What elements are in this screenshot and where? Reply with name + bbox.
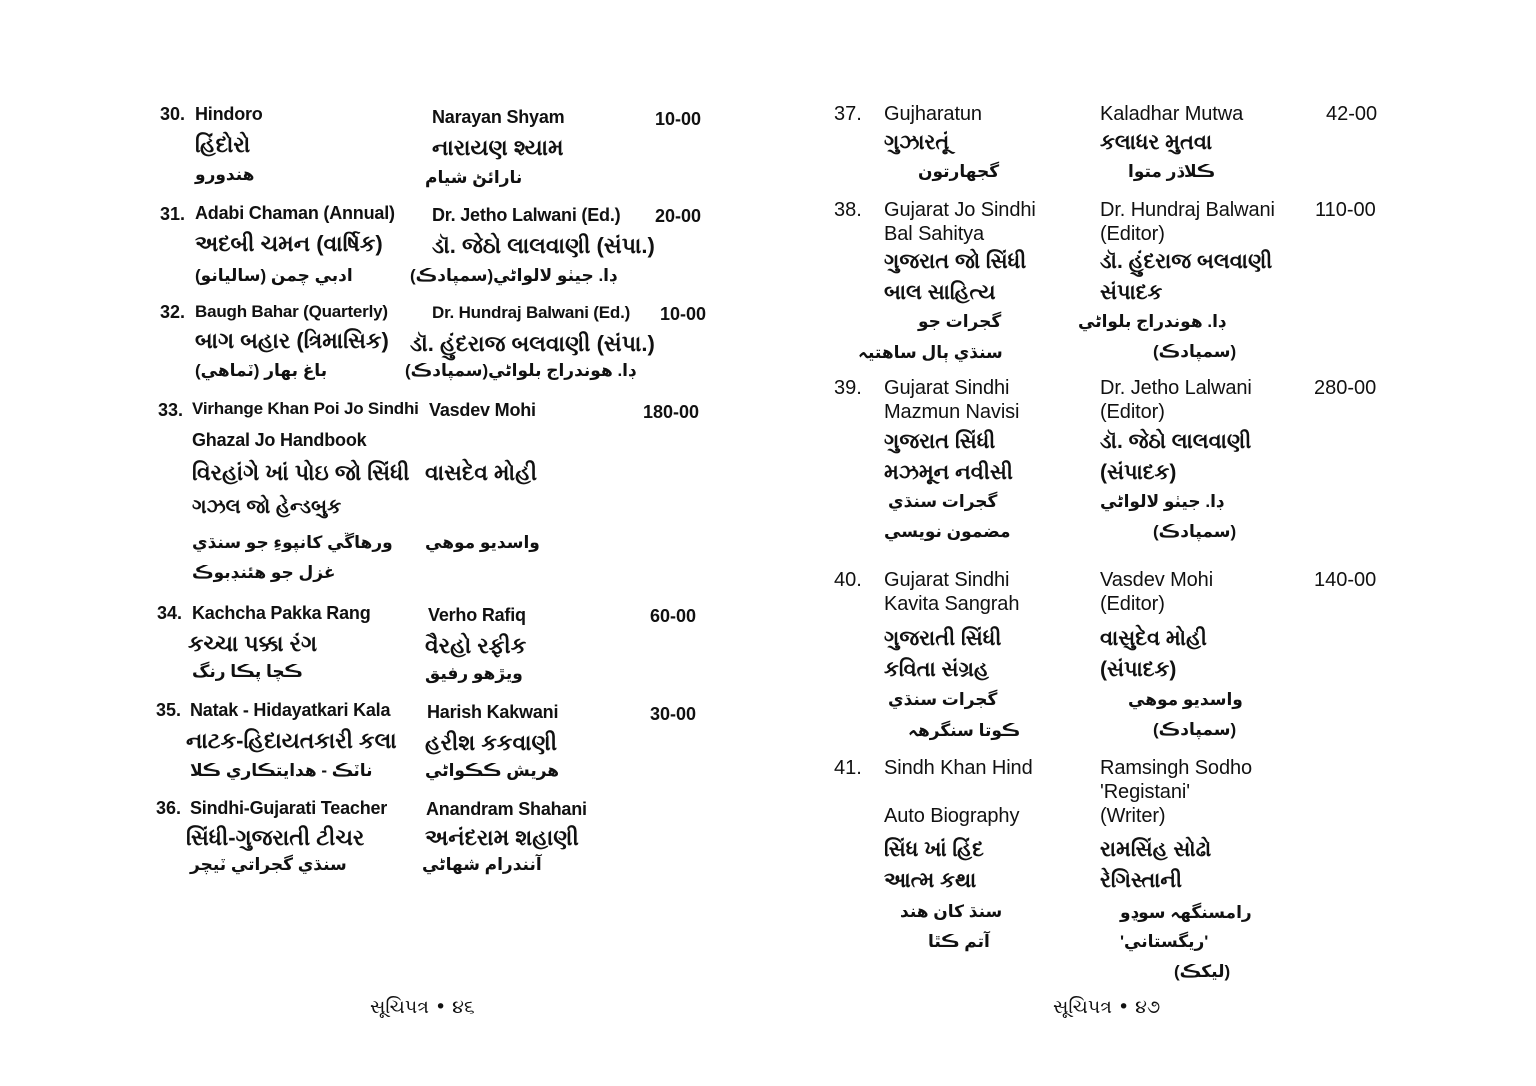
author-gujarati: ડૉ. જેઠો લાલવાણી (સંપા.): [432, 233, 655, 258]
title-english: Gujarat Sindhi: [884, 569, 1010, 591]
title-english: Virhange Khan Poi Jo Sindhi: [192, 399, 419, 418]
title-gujarati: ગુજરાત જો સિંધી: [884, 250, 1027, 273]
title-sindhi: گجرات سنڌي: [888, 690, 998, 709]
price: 60-00: [650, 606, 697, 626]
entry-number: 38.: [834, 199, 862, 221]
author-english-line2: (Editor): [1100, 401, 1165, 423]
title-sindhi-line2: غزل جو هئنڊبوڪ: [192, 563, 336, 582]
author-sindhi-line3: (ليکڪ): [1174, 962, 1231, 981]
author-english-line2: 'Registani': [1100, 781, 1190, 803]
title-english: Gujharatun: [884, 103, 982, 125]
author-english: Kaladhar Mutwa: [1100, 103, 1244, 125]
entry-number: 37.: [834, 103, 862, 125]
author-gujarati: ડૉ. જેઠો લાલવાણી: [1100, 430, 1252, 453]
title-gujarati: વિરહાંગે ખાં પોઇ જો સિંધી: [192, 460, 410, 485]
title-gujarati: ગુઝારતૂં: [884, 131, 950, 154]
entry-number: 40.: [834, 569, 862, 591]
price: 20-00: [655, 206, 702, 226]
author-sindhi-line2: (سمپادڪ): [1153, 522, 1237, 541]
author-english: Dr. Jetho Lalwani (Ed.): [432, 205, 621, 225]
title-gujarati-line2: ગઝલ જો હેન્ડબુક: [192, 496, 342, 518]
entry-number: 30.: [160, 104, 186, 124]
author-gujarati: નારાયણ શ્યામ: [432, 135, 564, 160]
author-english: Verho Rafiq: [428, 605, 526, 625]
title-english: Baugh Bahar (Quarterly): [195, 302, 388, 321]
author-gujarati-line2: (સંપાદક): [1100, 461, 1177, 484]
title-gujarati: સિંધ ખાં હિંદ: [884, 838, 984, 861]
author-sindhi: ڊا. جيٺو لالواڻي: [1100, 492, 1224, 511]
title-english: Sindh Khan Hind: [884, 757, 1033, 779]
title-english: Gujarat Jo Sindhi: [884, 199, 1036, 221]
author-english: Ramsingh Sodho: [1100, 757, 1253, 779]
author-sindhi-line2: (سمپادڪ): [1153, 342, 1237, 361]
price: 280-00: [1314, 377, 1377, 399]
entry-number: 32.: [160, 302, 186, 322]
author-english-line2: (Editor): [1100, 593, 1165, 615]
author-sindhi: هريش ڪڪواڻي: [425, 761, 560, 780]
title-gujarati: કચ્ચા પક્કા રંગ: [188, 631, 318, 656]
author-sindhi: ڊا. جيٺو لالواڻي(سمپادڪ): [410, 266, 617, 285]
author-sindhi: نارائڻ شيام: [425, 168, 523, 187]
title-gujarati: બાગ બહાર (ત્રિમાસિક): [195, 328, 389, 353]
entry-number: 31.: [160, 204, 186, 224]
author-sindhi: واسديو موهي: [425, 533, 540, 552]
author-english: Vasdev Mohi: [1100, 569, 1214, 591]
author-sindhi: واسديو موهي: [1128, 690, 1243, 709]
author-gujarati: ડૉ. હુંદરાજ બલવાણી: [1100, 250, 1273, 273]
title-sindhi-line2: آتم ڪٿا: [928, 932, 990, 951]
title-english-line2: Bal Sahitya: [884, 223, 985, 245]
author-sindhi: ڊا. هوندراج بلواڻي: [1078, 312, 1226, 331]
title-sindhi: ناٽڪ - هدايتڪاري ڪلا: [190, 761, 373, 780]
entry-number: 35.: [156, 700, 182, 720]
author-english-line2: (Editor): [1100, 223, 1165, 245]
author-english: Dr. Hundraj Balwani: [1100, 199, 1275, 221]
title-gujarati-line2: કવિતા સંગ્રહ: [884, 658, 989, 681]
author-sindhi: ڊا. هوندراج بلواڻي(سمپادڪ): [405, 361, 636, 380]
entry-number: 34.: [157, 603, 183, 623]
title-sindhi-line2: مضمون نويسي: [884, 522, 1011, 541]
price: 10-00: [655, 109, 702, 129]
entry-number: 39.: [834, 377, 862, 399]
title-gujarati: નાટક-હિદાયતકારી કલા: [186, 728, 397, 753]
title-english: Kachcha Pakka Rang: [192, 603, 371, 623]
price: 180-00: [643, 402, 700, 422]
title-gujarati: સિંધી-ગુજરાતી ટીચર: [186, 825, 365, 850]
title-english: Gujarat Sindhi: [884, 377, 1010, 399]
author-gujarati: વાસદેવ મોહી: [425, 460, 537, 485]
author-gujarati: કલાધર મુતવા: [1100, 131, 1213, 154]
entry-number: 41.: [834, 757, 862, 779]
author-english: Harish Kakwani: [427, 702, 559, 722]
title-english-line2: Mazmun Navisi: [884, 401, 1020, 423]
title-sindhi: گجرات سنڌي: [888, 492, 998, 511]
page-footer: સૂચિપત્ર • ૪૬: [370, 996, 475, 1018]
title-gujarati: હિંદોરો: [195, 132, 251, 157]
author-gujarati-line2: રેગિસ્તાની: [1100, 869, 1183, 892]
title-english-line2: Kavita Sangrah: [884, 593, 1020, 615]
author-gujarati: અનંદરામ શહાણી: [425, 825, 579, 850]
title-sindhi-line2: ڪوتا سنگرهہ: [908, 721, 1021, 740]
title-sindhi: سنڌي گجراتي ٽيچر: [190, 855, 347, 874]
title-sindhi: هندورو: [195, 165, 255, 184]
author-gujarati: વૈરહો રફીક: [425, 633, 527, 658]
title-gujarati-line2: મઝમૂન નવીસી: [884, 461, 1013, 484]
author-gujarati: રામસિંહ સોઢો: [1100, 838, 1212, 861]
title-sindhi: ورهاڱي کانپوءِ جو سنڌي: [192, 533, 393, 552]
right-page: [768, 0, 1536, 1086]
author-sindhi: ڪلاڌر متوا: [1128, 162, 1216, 181]
price: 140-00: [1314, 569, 1377, 591]
title-gujarati: ગુજરાતી સિંધી: [884, 627, 1002, 650]
author-gujarati-line2: (સંપાદક): [1100, 658, 1177, 681]
author-sindhi: آنندرام شهاڻي: [422, 855, 542, 874]
title-gujarati: અદબી ચમન (વાર્ષિક): [195, 231, 383, 256]
title-sindhi: گجهارتون: [918, 162, 1000, 181]
author-english: Dr. Jetho Lalwani: [1100, 377, 1252, 399]
title-sindhi-line2: سنڌي ٻال ساهتيہ: [858, 343, 1003, 362]
entry-number: 36.: [156, 798, 182, 818]
price: 42-00: [1326, 103, 1378, 125]
author-gujarati: વાસુદેવ મોહી: [1100, 627, 1207, 650]
title-english: Hindoro: [195, 104, 263, 124]
author-gujarati: ડૉ. હુંદરાજ બલવાણી (સંપા.): [410, 331, 655, 356]
author-sindhi: رامسنگهہ سوڍو: [1120, 903, 1252, 922]
page-footer: સૂચિપત્ર • ૪૭: [1053, 996, 1161, 1018]
title-english: Sindhi-Gujarati Teacher: [190, 798, 388, 818]
title-gujarati-line2: આત્મ કથા: [884, 869, 977, 892]
title-english-line2: Auto Biography: [884, 805, 1020, 827]
entry-number: 33.: [158, 400, 184, 420]
title-sindhi: ادبي چمن (ساليانو): [195, 266, 353, 285]
title-sindhi: سنڌ کان هند: [900, 902, 1003, 921]
title-sindhi: باغ بهار (ٽماهي): [195, 361, 328, 380]
author-sindhi-line2: 'ريگستاني': [1120, 932, 1209, 951]
author-sindhi: ويڙهو رفيق: [425, 664, 523, 683]
title-english: Natak - Hidayatkari Kala: [190, 700, 391, 720]
author-gujarati: હરીશ કકવાણી: [425, 730, 558, 755]
title-gujarati: ગુજરાત સિંધી: [884, 430, 996, 453]
author-gujarati-line2: સંપાદક: [1100, 281, 1163, 304]
author-english: Vasdev Mohi: [429, 400, 536, 420]
author-english: Anandram Shahani: [426, 799, 587, 819]
title-english: Adabi Chaman (Annual): [195, 203, 395, 223]
author-english-line3: (Writer): [1100, 805, 1166, 827]
title-sindhi: گجرات جو: [918, 312, 1002, 331]
price: 110-00: [1315, 199, 1376, 221]
price: 30-00: [650, 704, 697, 724]
title-english-line2: Ghazal Jo Handbook: [192, 430, 367, 450]
title-sindhi: ڪچا پڪا رنگ: [192, 662, 303, 681]
author-english: Dr. Hundraj Balwani (Ed.): [432, 303, 631, 322]
price: 10-00: [660, 304, 707, 324]
author-english: Narayan Shyam: [432, 107, 565, 127]
author-sindhi-line2: (سمپادڪ): [1153, 720, 1237, 739]
title-gujarati-line2: બાલ સાહિત્ય: [884, 281, 996, 304]
